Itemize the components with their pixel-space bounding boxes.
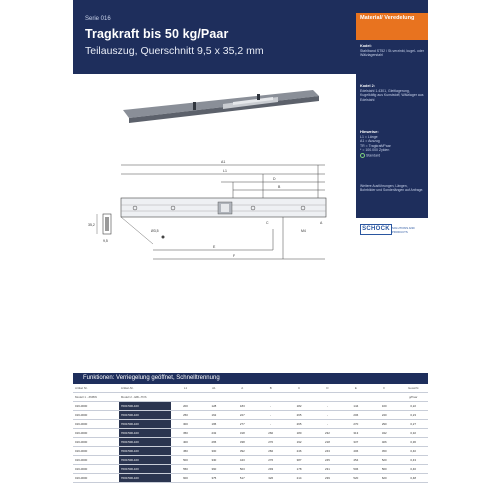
- table-cell: 0,43: [398, 456, 428, 465]
- table-cell: 330: [200, 456, 228, 465]
- table-cell: A1: [200, 384, 228, 393]
- table-cell: 560: [370, 465, 398, 474]
- dim-label-d: D: [273, 177, 276, 181]
- table-cell: [200, 393, 228, 402]
- table-row: [73, 393, 428, 402]
- table-cell: 265: [285, 420, 313, 429]
- table-cell: Gewicht: [398, 384, 428, 393]
- table-cell: 450: [171, 447, 199, 456]
- table-cell: F: [370, 384, 398, 393]
- table-row: [73, 429, 428, 438]
- table-cell: 500: [171, 456, 199, 465]
- schock-logo: [356, 218, 428, 240]
- table-cell: 338: [228, 438, 256, 447]
- table-cell: 406: [370, 438, 398, 447]
- table-cell: 400: [171, 438, 199, 447]
- material-sidebar: [356, 0, 428, 240]
- table-cell: 7000.500-100: [119, 447, 171, 456]
- table-cell: 206: [342, 411, 370, 420]
- header-banner: [73, 0, 356, 74]
- hint-line: * = 100.000 Zyklen: [360, 148, 390, 153]
- table-cell: 270: [342, 420, 370, 429]
- page-title: Tragkraft bis 50 kg/Paar: [85, 27, 229, 41]
- table-cell: 387: [285, 456, 313, 465]
- table-heading: Funktionen: Verriegelung geöffnet, Schnelltrennung: [73, 373, 428, 384]
- dim-label-f: F: [233, 254, 236, 258]
- table-cell: 227: [228, 411, 256, 420]
- table-cell: [342, 393, 370, 402]
- technical-drawing: [73, 74, 356, 274]
- rail-side-view: [121, 198, 326, 244]
- series-label: Serie 016: [85, 16, 111, 22]
- hints-title: Hinweise:: [360, 129, 379, 134]
- table-row: [73, 447, 428, 456]
- dim-label-b: B: [278, 185, 281, 189]
- table-cell: [171, 393, 199, 402]
- table-cell: 375: [200, 474, 228, 483]
- material-block-1: [360, 44, 424, 58]
- rail-profile: [97, 214, 111, 234]
- table-cell: L1: [171, 384, 199, 393]
- table-cell: 260: [256, 429, 284, 438]
- table-row: [73, 438, 428, 447]
- table-cell: -: [313, 420, 341, 429]
- standard-dot-icon: [360, 153, 365, 158]
- table-cell: 245: [313, 456, 341, 465]
- table-cell: 016-0000: [73, 420, 119, 429]
- material-block-1-title: Kodel:: [360, 44, 372, 48]
- table-cell: -: [313, 402, 341, 411]
- table-cell: 240: [370, 411, 398, 420]
- table-cell: 178: [285, 465, 313, 474]
- table-cell: 290: [370, 420, 398, 429]
- table-cell: Artikel Nr.: [73, 384, 119, 393]
- material-heading: Material/ Veredelung: [356, 13, 428, 40]
- table-cell: [313, 393, 341, 402]
- table-cell: 270: [256, 438, 284, 447]
- table-cell: 239: [313, 474, 341, 483]
- table-row: [73, 411, 428, 420]
- table-cell: 342: [370, 429, 398, 438]
- table-cell: g/Paar: [398, 393, 428, 402]
- table-cell: [256, 393, 284, 402]
- rail-photo: [123, 90, 319, 123]
- table-cell: 503: [228, 465, 256, 474]
- material-block-2: [360, 84, 424, 102]
- table-row: [73, 402, 428, 411]
- table-cell: -: [256, 420, 284, 429]
- table-cell: 454: [342, 456, 370, 465]
- table-cell: 128: [200, 402, 228, 411]
- table-cell: 7000.500-100: [119, 402, 171, 411]
- table-cell: 0,32: [398, 429, 428, 438]
- table-cell: 520: [370, 456, 398, 465]
- logo-wordmark: SCHOCK: [360, 224, 392, 235]
- material-block-2-title: Kodel 2:: [360, 84, 375, 88]
- table-cell: 7000.500-100: [119, 420, 171, 429]
- article-table: [73, 373, 428, 483]
- table-cell: C: [285, 384, 313, 393]
- table-cell: 243: [313, 447, 341, 456]
- dim-label-thread: M4: [301, 229, 306, 233]
- table-cell: 0,23: [398, 411, 428, 420]
- sidebar-note: Weitere Ausführungen, Längen, Bohrbilder und Sonderlängen auf Anfrage.: [360, 184, 424, 193]
- table-cell: 0,36: [398, 438, 428, 447]
- table-cell: [285, 393, 313, 402]
- table-cell: 0,40: [398, 447, 428, 456]
- table-cell: 7000.500-100: [119, 465, 171, 474]
- table-cell: 016-0000: [73, 429, 119, 438]
- table-row: [73, 384, 428, 393]
- table-cell: 300: [171, 420, 199, 429]
- table-row: [73, 456, 428, 465]
- dim-label-e: E: [213, 245, 216, 249]
- table-cell: 7000.500-100: [119, 429, 171, 438]
- table-cell: 232: [313, 429, 341, 438]
- table-cell: 265: [200, 438, 228, 447]
- table-cell: 600: [171, 474, 199, 483]
- table-cell: 350: [171, 429, 199, 438]
- table-cell: 293: [256, 465, 284, 474]
- table-cell: 218: [313, 438, 341, 447]
- table-cell: 450: [370, 447, 398, 456]
- table-cell: 7000.500-100: [119, 456, 171, 465]
- material-block-1-text: Stahlband ST52 / St-verzinkt, kugel- oder Wälzlagerstahl: [360, 48, 425, 58]
- table-cell: 0,27: [398, 420, 428, 429]
- table-cell: 360: [200, 465, 228, 474]
- hints-block: [360, 130, 424, 158]
- table-cell: Modell 1 - ZNBW: [73, 393, 119, 402]
- table-cell: 620: [370, 474, 398, 483]
- table-cell: 180: [285, 429, 313, 438]
- table-cell: 0,48: [398, 474, 428, 483]
- table-cell: Modell 2 - EBL-TDS: [119, 393, 171, 402]
- table-cell: 443: [228, 456, 256, 465]
- table-cell: 282: [256, 447, 284, 456]
- table-cell: 326: [256, 474, 284, 483]
- hint-line: L1 = Länge: [360, 134, 378, 139]
- table-cell: 182: [285, 402, 313, 411]
- table-cell: 192: [285, 438, 313, 447]
- table-row: [73, 420, 428, 429]
- table-cell: 0,46: [398, 465, 428, 474]
- table-cell: 016-0000: [73, 438, 119, 447]
- table-cell: 313: [342, 429, 370, 438]
- table-row: [73, 465, 428, 474]
- table-cell: 517: [228, 474, 256, 483]
- table-cell: -: [256, 402, 284, 411]
- table-cell: 231: [313, 465, 341, 474]
- table-cell: 277: [228, 420, 256, 429]
- table-cell: 160: [370, 402, 398, 411]
- table-cell: [228, 393, 256, 402]
- table-cell: 016-0000: [73, 411, 119, 420]
- table-cell: 200: [171, 402, 199, 411]
- table-cell: 0,22: [398, 402, 428, 411]
- table-cell: 016-0000: [73, 474, 119, 483]
- hint-line: A1 = Auszug: [360, 139, 380, 144]
- table-cell: A: [228, 384, 256, 393]
- table-cell: 016-0000: [73, 465, 119, 474]
- table-cell: 232: [200, 429, 228, 438]
- table-cell: 162: [200, 411, 228, 420]
- table-cell: [370, 393, 398, 402]
- table-cell: 265: [285, 411, 313, 420]
- table-cell: 195: [200, 420, 228, 429]
- table-cell: E: [342, 384, 370, 393]
- table-cell: 246: [285, 447, 313, 456]
- table-cell: 214: [285, 474, 313, 483]
- hint-line: Standard: [365, 153, 381, 158]
- material-block-2-text: Edelstahl 1.4301, Gleitlagerung, Kugelkäfig aus Kunststoff, Wälzlager aus Edelstahl: [360, 88, 424, 102]
- table-cell: 276: [256, 456, 284, 465]
- table-cell: 7000.500-100: [119, 438, 171, 447]
- hint-line: TR = Tragkraft/Paar: [360, 143, 391, 148]
- table-cell: 318: [228, 429, 256, 438]
- table-cell: Artikel-Nr.: [119, 384, 171, 393]
- dim-label-hole: Ø3,5: [151, 229, 159, 233]
- table-cell: 392: [228, 447, 256, 456]
- table-cell: 7000.500-100: [119, 411, 171, 420]
- dim-label-a1: A1: [221, 160, 226, 164]
- table-cell: 550: [171, 465, 199, 474]
- table-cell: B: [256, 384, 284, 393]
- logo-tagline: SOLUTIONS AND PRODUCTS: [392, 226, 415, 234]
- table-cell: 406: [342, 447, 370, 456]
- table-cell: 144: [342, 402, 370, 411]
- table-cell: -: [256, 411, 284, 420]
- table-cell: -: [313, 411, 341, 420]
- table-cell: 300: [200, 447, 228, 456]
- table-cell: 183: [228, 402, 256, 411]
- dim-label-a: A: [320, 221, 323, 225]
- datasheet-page: [73, 0, 428, 500]
- dim-label-height: 35,2: [88, 223, 95, 227]
- table-cell: 520: [342, 474, 370, 483]
- table-row: [73, 474, 428, 483]
- table-cell: 250: [171, 411, 199, 420]
- table-cell: 337: [342, 438, 370, 447]
- table-cell: 7000.500-100: [119, 474, 171, 483]
- table-cell: 016-0000: [73, 456, 119, 465]
- table-cell: 016-0000: [73, 447, 119, 456]
- dim-label-width: 9,5: [103, 239, 108, 243]
- article-grid: [73, 384, 428, 483]
- table-cell: D: [313, 384, 341, 393]
- page-subtitle: Teilauszug, Querschnitt 9,5 x 35,2 mm: [85, 45, 264, 57]
- dim-label-l1: L1: [223, 169, 227, 173]
- dim-label-c: C: [266, 221, 269, 225]
- table-cell: 016-0000: [73, 402, 119, 411]
- table-cell: 506: [342, 465, 370, 474]
